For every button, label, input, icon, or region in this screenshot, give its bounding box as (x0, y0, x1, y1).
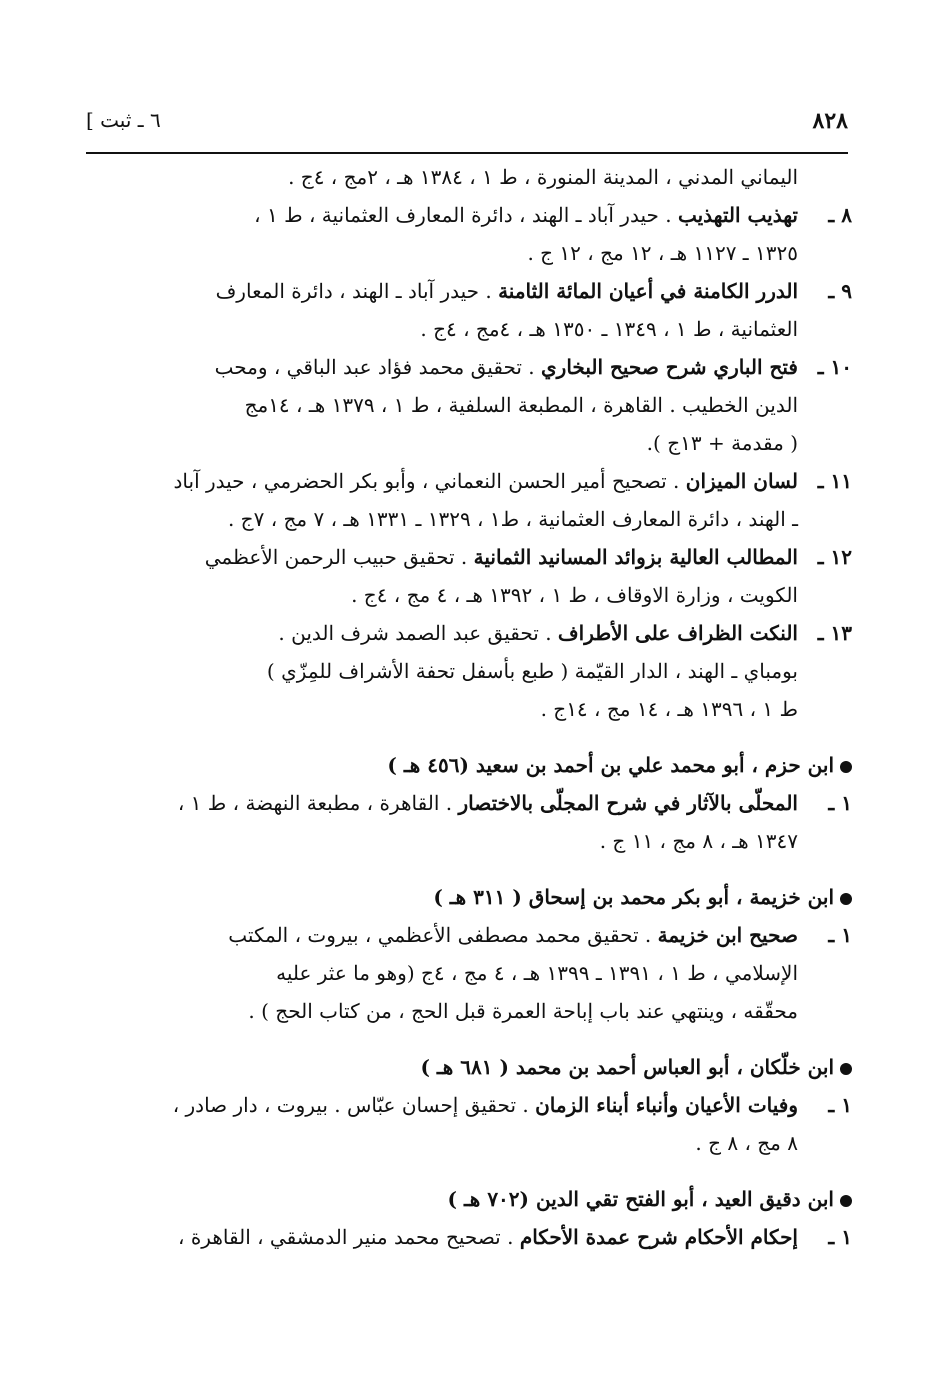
entry-details: . تحقيق محمد مصطفى الأعظمي ، بيروت ، المكتب (228, 923, 658, 947)
entry-first-line (80, 538, 852, 576)
entry-number: ١١ ـ (817, 469, 852, 493)
entry-number: ١٠ ـ (817, 355, 852, 379)
entry-details: . تحقيق حبيب الرحمن الأعظمي (204, 545, 474, 569)
entry-title: إحكام الأحكام شرح عمدة الأحكام (519, 1225, 798, 1249)
entry-number: ٨ ـ (828, 203, 852, 227)
entry-continuation-line: ط ١ ، ١٣٩٦ هـ ، ١٤ مج ، ١٤ج . (540, 697, 798, 721)
entry-title: صحيح ابن خزيمة (657, 923, 798, 947)
entry-first-line (80, 348, 852, 386)
entry-title: المطالب العالية بزوائد المسانيد الثمانية (473, 545, 798, 569)
author-heading-ibn-hazm: ابن حزم ، أبو محمد علي بن أحمد بن سعيد (٤٥٦ هـ ) (80, 746, 852, 784)
entry-continuation-line: العثمانية ، ط ١ ، ١٣٤٩ ـ ١٣٥٠ هـ ، ٤مج ، ٤ج . (420, 317, 798, 341)
entry-details: . حيدر آباد ـ الهند ، دائرة المعارف العثمانية ، ط ١ ، (254, 203, 678, 227)
entry-continuation-line: الدين الخطيب . القاهرة ، المطبعة السلفية ، ط ١ ، ١٣٧٩ هـ ، ١٤مج (244, 393, 798, 417)
bibliography-entry (80, 538, 852, 614)
entry-title: المحلّى بالآثار في شرح المجلّى بالاختصار (458, 791, 798, 815)
ibn-khuzayma-entries (80, 916, 852, 1030)
bibliography-entry (80, 1086, 852, 1162)
entry-details: . القاهرة ، مطبعة النهضة ، ط ١ ، (177, 791, 459, 815)
page-header (86, 108, 848, 154)
bibliography-entry (80, 1218, 852, 1256)
author-heading-ibn-khallikan: ابن خلّكان ، أبو العباس أحمد بن محمد ( ٦٨١ هـ ) (80, 1048, 852, 1086)
bullet-icon (840, 1195, 852, 1207)
entry-title: وفيات الأعيان وأنباء أبناء الزمان (535, 1093, 798, 1117)
entry-continuation-line: ( مقدمة + ١٣ج ). (646, 431, 798, 455)
entry-title: تهذيب التهذيب (677, 203, 798, 227)
bullet-icon (840, 893, 852, 905)
entry-details: . تحقيق محمد فؤاد عبد الباقي ، ومحب (214, 355, 541, 379)
entry-number: ١ ـ (828, 791, 852, 815)
entry-first-line (80, 916, 852, 954)
entry-continuation-line: الكويت ، وزارة الاوقاف ، ط ١ ، ١٣٩٢ هـ ، ٤ مج ، ٤ج . (351, 583, 798, 607)
entry-first-line (80, 1218, 852, 1256)
bibliography-entry (80, 348, 852, 462)
entry-continuation-line: الإسلامي ، ط ١ ، ١٣٩١ ـ ١٣٩٩ هـ ، ٤ مج ، ٤ج (وهو ما عثر عليه (276, 961, 798, 985)
bibliography-entry (80, 784, 852, 860)
entry-title: الدرر الكامنة في أعيان المائة الثامنة (498, 279, 798, 303)
entry-first-line (80, 784, 852, 822)
ibn-khallikan-entries (80, 1086, 852, 1162)
bullet-icon (840, 1063, 852, 1075)
entry-title: النكت الظراف على الأطراف (557, 621, 798, 645)
entry-details: . تحقيق عبد الصمد شرف الدين . (278, 621, 558, 645)
entry-title: فتح الباري شرح صحيح البخاري (541, 355, 798, 379)
bullet-icon (840, 761, 852, 773)
entry-continuation-line: ١٣٢٥ ـ ١١٢٧ هـ ، ١٢ مج ، ١٢ ج . (527, 241, 798, 265)
bibliography-body (80, 158, 852, 1256)
ibn-hazm-entries (80, 784, 852, 860)
ibn-hajar-entries (80, 196, 852, 728)
entry-title: لسان الميزان (685, 469, 798, 493)
entry-details: . حيدر آباد ـ الهند ، دائرة المعارف (215, 279, 499, 303)
bibliography-entry (80, 614, 852, 728)
entry-first-line (80, 272, 852, 310)
continued-line: اليماني المدني ، المدينة المنورة ، ط ١ ، ١٣٨٤ هـ ، ٢مج ، ٤ج . (288, 165, 798, 189)
ibn-daqiq-entries (80, 1218, 852, 1256)
author-heading-ibn-khuzayma: ابن خزيمة ، أبو بكر محمد بن إسحاق ( ٣١١ هـ ) (80, 878, 852, 916)
entry-details: . تحقيق إحسان عبّاس . بيروت ، دار صادر ، (172, 1093, 536, 1117)
entry-continuation-line: بومباي ـ الهند ، الدار القيّمة ( طبع بأسفل تحفة الأشراف للمِزّي ) (266, 659, 798, 683)
entry-details: . تصحيح محمد منير الدمشقي ، القاهرة ، (178, 1225, 520, 1249)
entry-first-line (80, 1086, 852, 1124)
entry-number: ١ ـ (828, 1093, 852, 1117)
bibliography-entry (80, 196, 852, 272)
running-head: [ ٦ ـ ثبت (86, 108, 161, 132)
bibliography-entry (80, 916, 852, 1030)
entry-details: . تصحيح أمير الحسن النعماني ، وأبو بكر الحضرمي ، حيدر آباد (173, 469, 686, 493)
entry-number: ١ ـ (828, 923, 852, 947)
author-heading-ibn-daqiq: ابن دقيق العيد ، أبو الفتح تقي الدين (٧٠٢ هـ ) (80, 1180, 852, 1218)
entry-number: ١٢ ـ (817, 545, 852, 569)
entry-continuation-line: محقّقه ، وينتهي عند باب إباحة العمرة قبل الحج ، من كتاب الحج ) . (248, 999, 798, 1023)
page-number: ٨٢٨ (812, 108, 848, 134)
bibliography-entry (80, 462, 852, 538)
entry-number: ١٣ ـ (817, 621, 852, 645)
entry-first-line (80, 614, 852, 652)
entry-continuation-line: ٨ مج ، ٨ ج . (695, 1131, 798, 1155)
entry-number: ٩ ـ (828, 279, 852, 303)
bibliography-entry (80, 272, 852, 348)
entry-number: ١ ـ (828, 1225, 852, 1249)
entry-first-line (80, 196, 852, 234)
entry-first-line (80, 462, 852, 500)
entry-continuation-line: ـ الهند ، دائرة المعارف العثمانية ، ط١ ، ١٣٢٩ ـ ١٣٣١ هـ ، ٧ مج ، ٧ج . (227, 507, 798, 531)
entry-continuation-line: ١٣٤٧ هـ ، ٨ مج ، ١١ ج . (599, 829, 798, 853)
